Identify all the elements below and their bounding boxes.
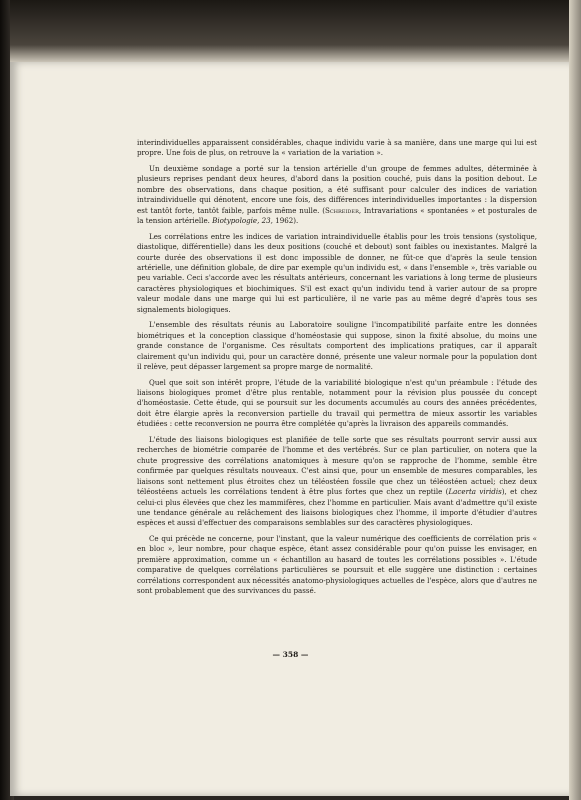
- paragraph-6: [137, 435, 537, 529]
- paragraph-1: [137, 138, 537, 159]
- reference-journal: Biotypologie, 23,: [212, 216, 273, 226]
- page-number: — 358 —: [272, 650, 309, 659]
- paragraph-text: Les corrélations entre les indices de variation intraindividuelle établis pour les trois tensions (systolique, diastolique, différentielle) dans les deux positions (couché et debout) sont faibles ou inexistantes. Malgré la courte durée des observations il est donc impossible de donner, ne fût-ce que d'après la seule tension artérielle, une définition globale, de dire par exemple qu'un individu est, « dans l'ensemble », très variable ou peu variable. Ceci s'accorde avec les résultats antérieurs, concernant les variations à long terme de plusieurs caractères physiologiques et biochimiques. S'il est exact qu'un individu tend à varier autour de sa propre valeur modale dans une marge qui lui est particulière, il ne varie pas au même degré d'après tous ses signalements biologiques.: [137, 231, 537, 314]
- species-name: Lacerta viridis: [448, 487, 502, 497]
- paragraph-2: [137, 164, 537, 227]
- paragraph-text: interindividuelles apparaissent considérables, chaque individu varie à sa manière, dans une marge qui lui est propre. Une fois de plus, on retrouve la « variation de la variation ».: [137, 138, 537, 158]
- paragraph-text: L'étude des liaisons biologiques est planifiée de telle sorte que ses résultats pourront servir aussi aux recherches de biométrie comparée de l'homme et des vertébrés. Sur ce plan particulier, on notera que la chute progressive des corrélations anatomiques à mesure qu'on se rapproche de l'homme, semble être confirmée par quelques résultats nouveaux. C'est ainsi que, pour un ensemble de mesures comparables, les liaisons sont nettement plus étroites chez un téléostéen fossile que chez un téléostéen actuel; chez deux téléostéens actuels les corrélations tendent à être plus fortes que chez un reptile (: [137, 434, 537, 497]
- paragraph-5: [137, 378, 537, 430]
- reference-year: 1962).: [272, 216, 299, 226]
- scan-shadow-top: [10, 0, 570, 64]
- paragraph-text: Ce qui précède ne concerne, pour l'instant, que la valeur numérique des coefficients de corrélation pris « en bloc », leur nombre, pour chaque espèce, étant assez considérable pour qu'on puisse les envisager, en première approximation, comme un « échantillon au hasard de toutes les corrélations possibles ». L'étude comparative de quelques corrélations particulières se poursuit et elle suggère une distinction : certaines corrélations correspondent aux nécessités anatomo-physiologiques actuelles de l'espèce, alors que d'autres ne sont probablement que des survivances du passé.: [137, 533, 537, 596]
- paragraph-text: L'ensemble des résultats réunis au Laboratoire souligne l'incompatibilité parfaite entre les données biométriques et la conception classique d'homéostasie qui suppose, sinon la fixité absolue, du moins une grande constance de l'organisme. Ces résultats comportent des implications pratiques, car il apparaît clairement qu'un individu qui, pour un caractère donné, présente une valeur normale pour la population dont il relève, peut dépasser largement sa propre marge de normalité.: [137, 320, 537, 372]
- reference-author: Schreider: [324, 205, 359, 215]
- paragraph-3: [137, 232, 537, 316]
- paragraph-text: Un deuxième sondage a porté sur la tension artérielle d'un groupe de femmes adultes, déterminée à plusieurs reprises pendant deux heures, d'abord dans la position couché, puis dans la position debout. Le nombre des observations, dans chaque position, a été suffisant pour calculer des indices de variation intraindividuelle qui dénotent, encore une fois, des différences interindividuelles importantes : la dispersion est tantôt forte, tantôt faible, parfois même nulle. (: [137, 163, 537, 215]
- paragraph-text: ), et chez celui-ci plus élevées que chez les mammifères, chez l'homme en particulier. Mais avant d'admettre qu'il existe une tendance générale au relâchement des liaisons biologiques chez l'homme, il importe d'étudier d'autres espèces et aussi d'effectuer des comparaisons semblables sur des caractères physiologiques.: [137, 487, 537, 528]
- paragraph-text: Quel que soit son intérêt propre, l'étude de la variabilité biologique n'est qu'un préambule : l'étude des liaisons biologiques promet d'être plus rentable, notamment pour la révision plus poussée du concept d'homéostasie. Cette étude, qui se poursuit sur les documents accumulés au cours des années précédentes, doit être élargie après la reconversion partielle du travail qui permettra de mieux assortir les variables étudiées : cette reconversion ne pourra être complétée qu'après la livraison des appareils commandés.: [137, 377, 537, 429]
- paragraph-7: [137, 534, 537, 597]
- paragraph-4: [137, 320, 537, 372]
- page-edge-right: [569, 0, 581, 800]
- reference-title: , Intravariations « spontanées » et posturales de la tension artérielle.: [137, 205, 537, 226]
- body-text: [137, 138, 537, 602]
